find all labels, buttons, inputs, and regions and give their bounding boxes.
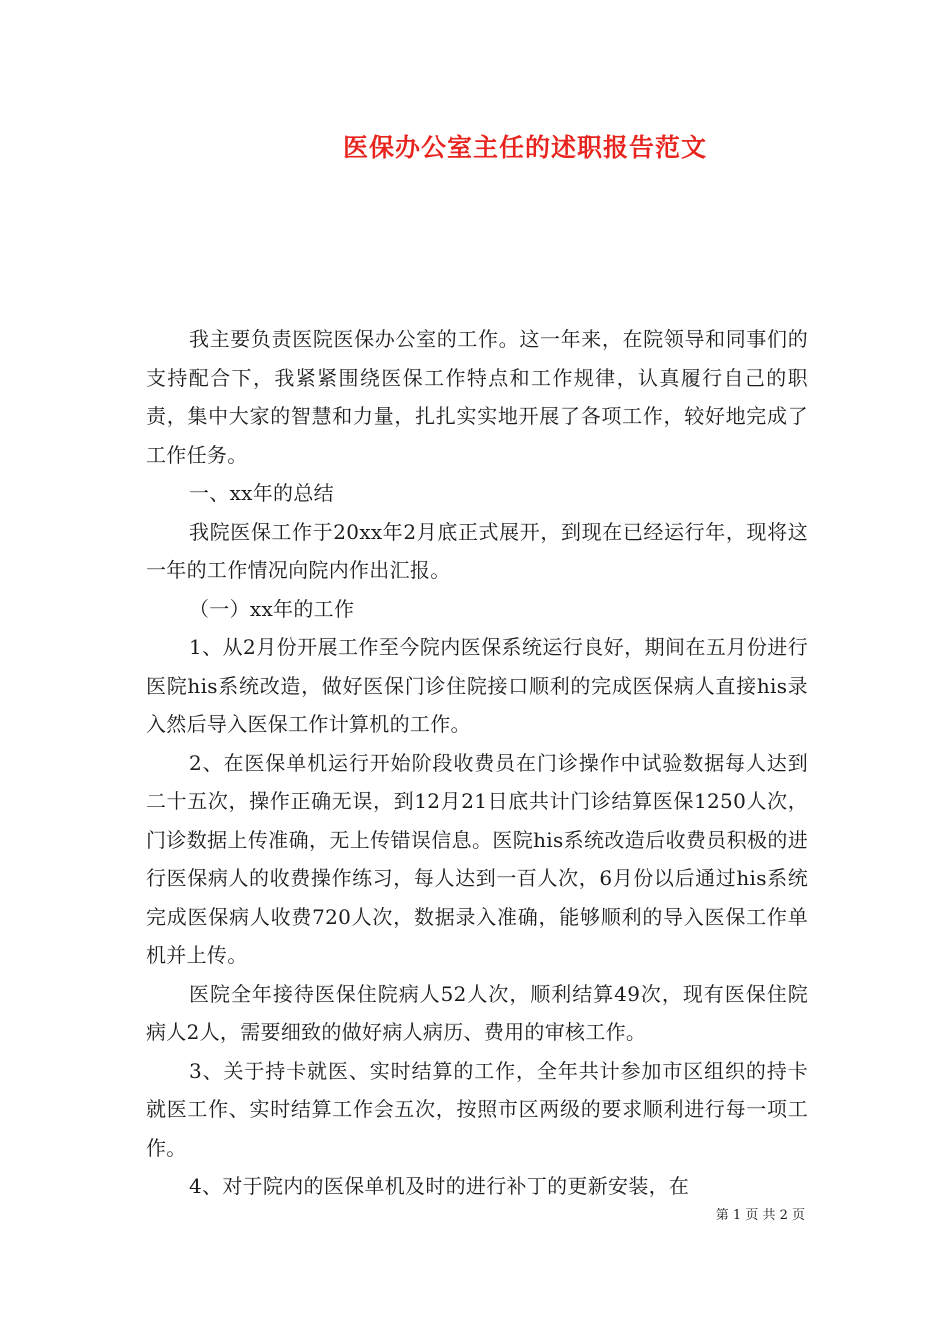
document-title: 医保办公室主任的述职报告范文 bbox=[342, 133, 707, 162]
page-number-footer: 第 1 页 共 2 页 bbox=[715, 1208, 805, 1223]
paragraph-item-4: 4、对于院内的医保单机及时的进行补丁的更新安装，在 bbox=[189, 1174, 690, 1198]
paragraph-item-3: 3、关于持卡就医、实时结算的工作，全年共计参加市区组织的持卡就医工作、实时结算工作会五次，按照市区两级的要求顺利进行每一项工作。 bbox=[146, 1058, 808, 1160]
section-heading-summary: 一、xx年的总结 bbox=[189, 481, 334, 505]
paragraph-item-1: 1、从2月份开展工作至今院内医保系统运行良好，期间在五月份进行医院his系统改造，做好医保门诊住院接口顺利的完成医保病人直接his录入然后导入医保工作计算机的工作。 bbox=[146, 635, 808, 736]
paragraph-inpatient: 医院全年接待医保住院病人52人次，顺利结算49次，现有医保住院病人2人，需要细致的做好病人病历、费用的审核工作。 bbox=[146, 981, 808, 1044]
document-body bbox=[146, 320, 808, 1206]
paragraph-overview: 我院医保工作于20xx年2月底正式展开，到现在已经运行年，现将这一年的工作情况向院内作出汇报。 bbox=[146, 519, 808, 582]
paragraph-intro: 我主要负责医院医保办公室的工作。这一年来，在院领导和同事们的支持配合下，我紧紧围绕医保工作特点和工作规律，认真履行自己的职责，集中大家的智慧和力量，扎扎实实地开展了各项工作，较好地完成了工作任务。 bbox=[146, 327, 808, 467]
paragraph-item-2: 2、在医保单机运行开始阶段收费员在门诊操作中试验数据每人达到二十五次，操作正确无误，到12月21日底共计门诊结算医保1250人次，门诊数据上传准确，无上传错误信息。医院his系统改造后收费员积极的进行医保病人的收费操作练习，每人达到一百人次，6月份以后通过his系统完成医保病人收费720人次，数据录入准确，能够顺利的导入医保工作单机并上传。 bbox=[146, 750, 808, 967]
subsection-heading-work: （一）xx年的工作 bbox=[189, 596, 355, 621]
